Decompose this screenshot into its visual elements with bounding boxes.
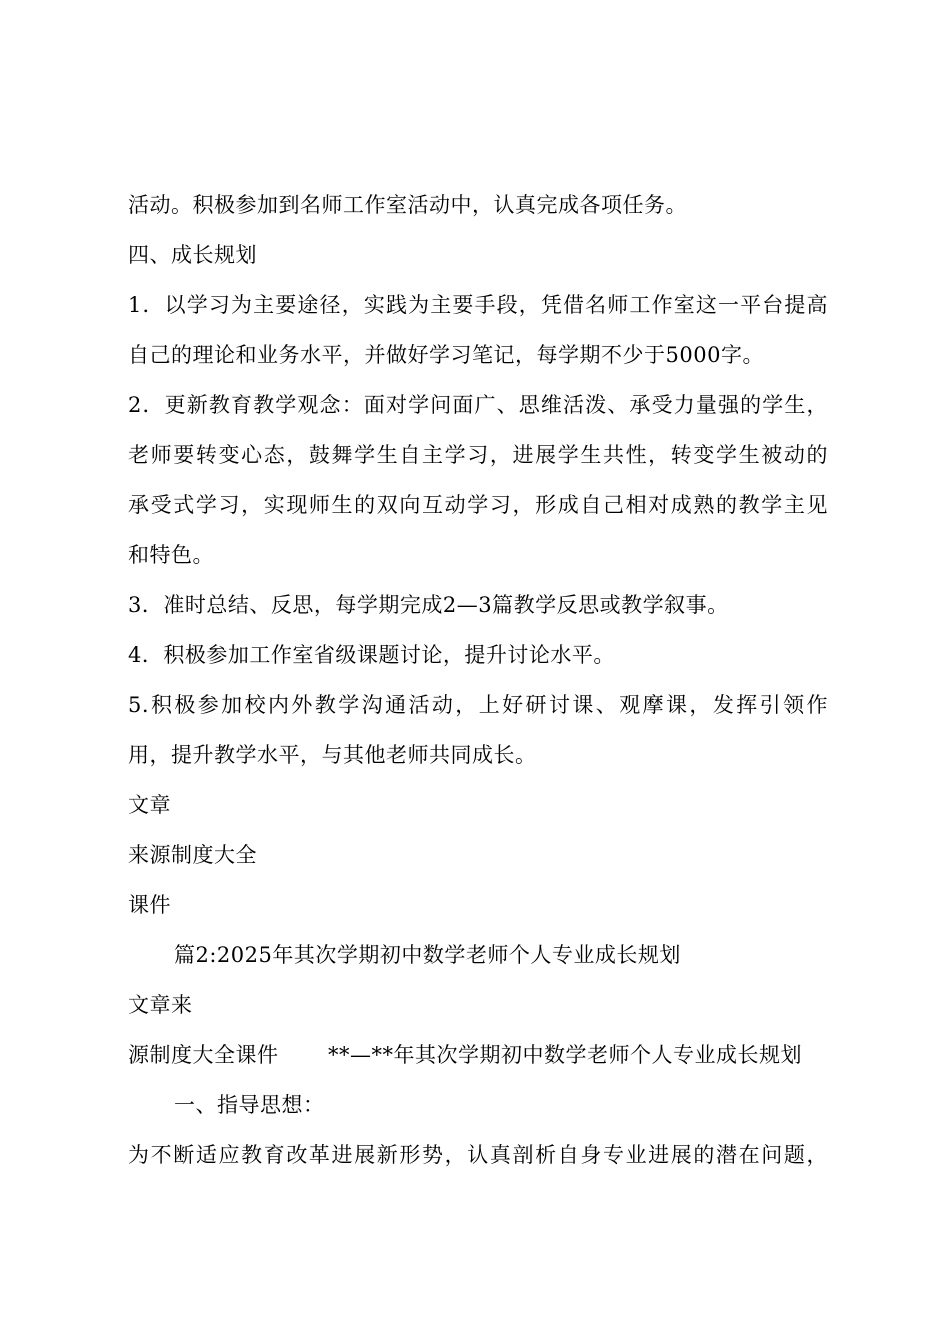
paragraph-line: 承受式学习，实现师生的双向互动学习，形成自己相对成熟的教学主见	[128, 493, 828, 517]
paragraph-line: 老师要转变心态，鼓舞学生自主学习，进展学生共性，转变学生被动的	[128, 443, 828, 467]
paragraph-line: 1．以学习为主要途径，实践为主要手段，凭借名师工作室这一平台提高	[128, 293, 828, 317]
paragraph-line: 3．准时总结、反思，每学期完成2—3篇教学反思或教学叙事。	[128, 593, 729, 617]
section-heading: 四、成长规划	[128, 243, 257, 267]
paragraph-line: 文章来	[128, 993, 193, 1017]
article-title: 篇2:2025年其次学期初中数学老师个人专业成长规划	[174, 943, 681, 967]
paragraph-line: 5.积极参加校内外教学沟通活动，上好研讨课、观摩课，发挥引领作	[128, 693, 828, 717]
paragraph-line: 课件	[128, 893, 171, 917]
paragraph-line: 2．更新教育教学观念：面对学问面广、思维活泼、承受力量强的学生，	[128, 393, 828, 417]
paragraph-line: 4．积极参加工作室省级课题讨论，提升讨论水平。	[128, 643, 615, 667]
paragraph-line: 来源制度大全	[128, 843, 257, 867]
paragraph-line: 活动。积极参加到名师工作室活动中，认真完成各项任务。	[128, 193, 687, 217]
paragraph-line: 和特色。	[128, 543, 214, 567]
paragraph-line: 自己的理论和业务水平，并做好学习笔记，每学期不少于5000字。	[128, 343, 764, 367]
document-subtitle: **—**年其次学期初中数学老师个人专业成长规划	[328, 1043, 802, 1067]
paragraph-line: 为不断适应教育改革进展新形势，认真剖析自身专业进展的潜在问题，	[128, 1143, 828, 1167]
section-heading: 一、指导思想：	[174, 1093, 325, 1117]
source-text: 源制度大全课件	[128, 1043, 279, 1067]
paragraph-line	[128, 1040, 828, 1070]
paragraph-line: 文章	[128, 793, 171, 817]
paragraph-line: 用，提升教学水平，与其他老师共同成长。	[128, 743, 537, 767]
